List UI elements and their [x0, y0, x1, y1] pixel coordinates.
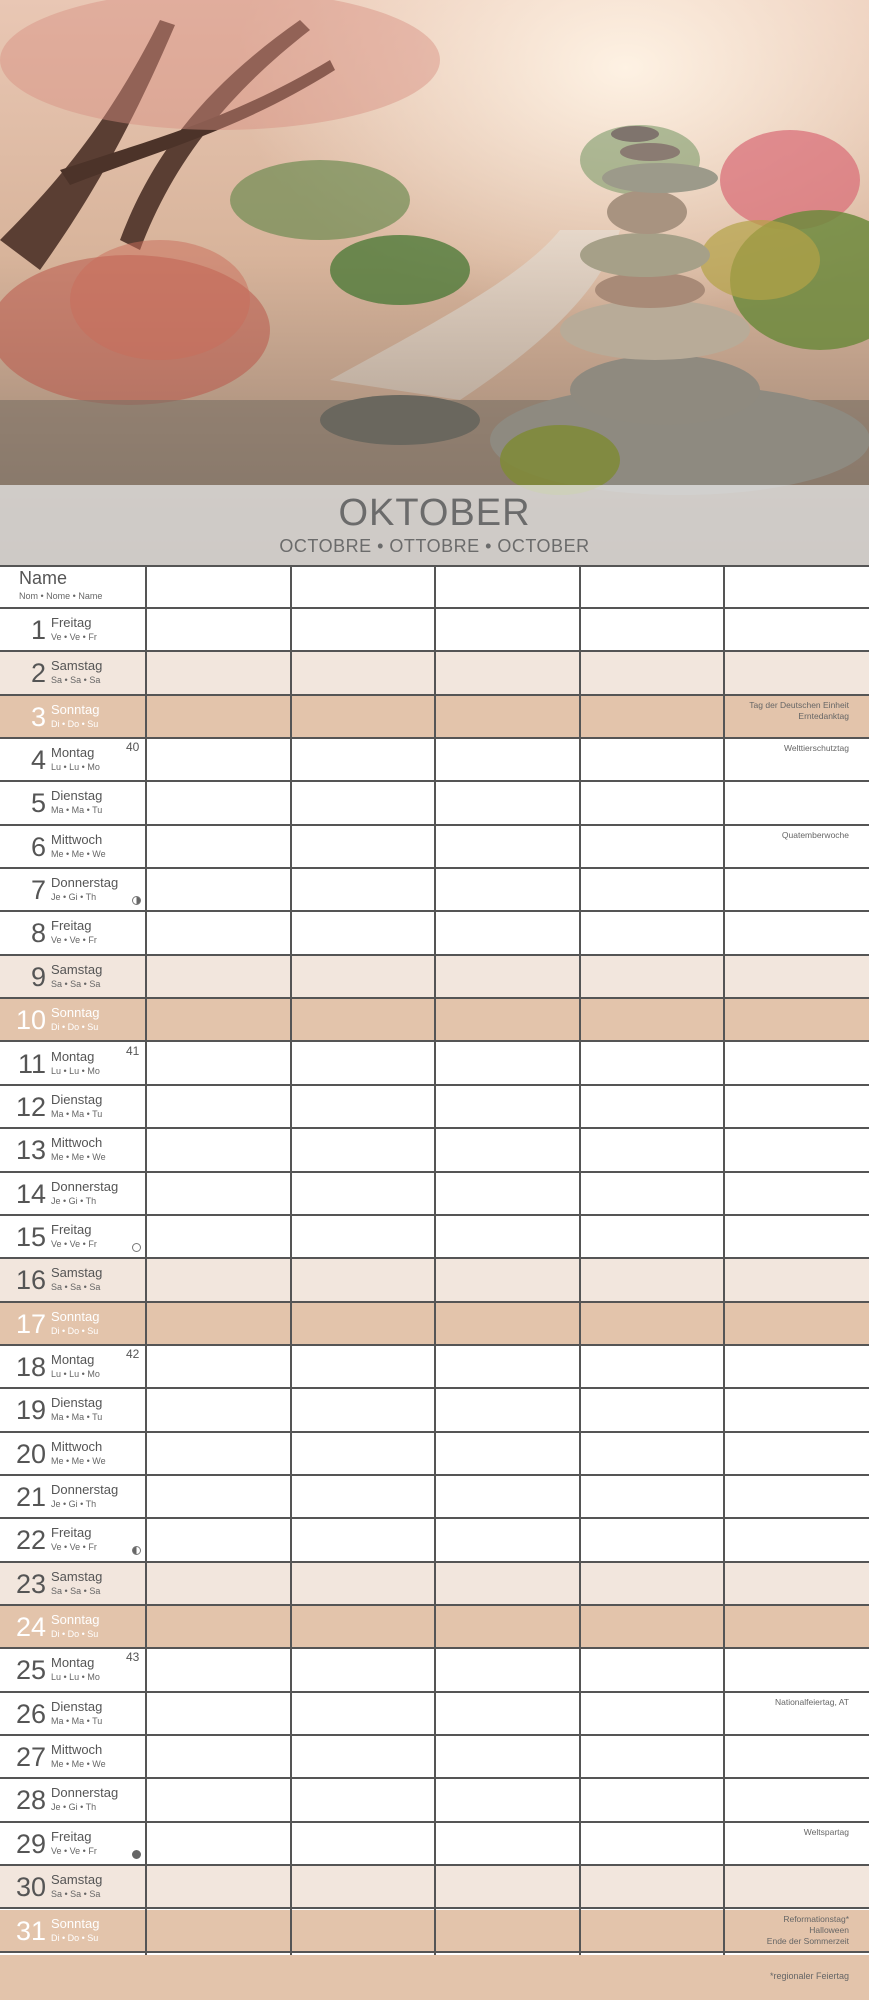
day-label-cell — [0, 869, 145, 910]
day-name: Mittwoch — [51, 1742, 103, 1758]
day-label-cell — [0, 1346, 145, 1387]
day-number: 2 — [30, 658, 46, 689]
day-label-cell — [0, 696, 145, 737]
day-name: Samstag — [51, 1872, 103, 1888]
day-name: Donnerstag — [51, 1178, 119, 1194]
day-abbreviations: Je • Gi • Th — [51, 892, 97, 903]
week-number: 40 — [126, 740, 140, 755]
footer-note: *regionaler Feiertag — [769, 1971, 849, 1981]
holiday-note — [709, 830, 849, 841]
day-name: Sonntag — [51, 1915, 100, 1931]
day-label-cell — [0, 999, 145, 1040]
day-abbreviations: Ve • Ve • Fr — [51, 1542, 97, 1553]
day-name: Freitag — [51, 1828, 92, 1844]
day-abbreviations: Sa • Sa • Sa — [51, 1282, 101, 1293]
day-number: 14 — [15, 1178, 46, 1209]
day-name: Freitag — [51, 1221, 92, 1237]
month-subtitle: OCTOBRE • OTTOBRE • OCTOBER — [279, 536, 590, 556]
holiday-note — [709, 1827, 849, 1838]
day-name: Dienstag — [51, 788, 103, 804]
day-abbreviations: Di • Do • Su — [51, 1629, 99, 1640]
header-photo — [0, 0, 869, 565]
day-number: 6 — [30, 831, 46, 862]
day-number: 5 — [30, 788, 46, 819]
day-name: Dienstag — [51, 1091, 103, 1107]
grid-top-border — [0, 565, 869, 567]
day-abbreviations: Lu • Lu • Mo — [51, 1672, 100, 1683]
day-label-cell — [0, 1736, 145, 1777]
day-name: Mittwoch — [51, 831, 103, 847]
day-label-cell — [0, 1303, 145, 1344]
holiday-note — [709, 700, 849, 722]
day-label-cell — [0, 912, 145, 953]
day-number: 16 — [15, 1265, 46, 1296]
day-number: 15 — [15, 1221, 46, 1252]
day-abbreviations: Sa • Sa • Sa — [51, 1585, 101, 1596]
name-header-label: Name — [19, 568, 68, 588]
holiday-text: Nationalfeiertag, AT — [774, 1696, 849, 1707]
column-divider — [434, 565, 436, 1955]
month-title-band — [0, 485, 869, 565]
day-name: Dienstag — [51, 1395, 103, 1411]
day-label-cell — [0, 1693, 145, 1734]
day-abbreviations: Ve • Ve • Fr — [51, 1845, 97, 1856]
day-abbreviations: Je • Gi • Th — [51, 1802, 97, 1813]
moon-phase-full-icon — [132, 1243, 141, 1252]
day-label-cell — [0, 739, 145, 780]
day-abbreviations: Ma • Ma • Tu — [51, 1715, 103, 1726]
day-label-cell — [0, 956, 145, 997]
day-abbreviations: Di • Do • Su — [51, 718, 99, 729]
holiday-note — [709, 1697, 849, 1708]
week-number: 42 — [126, 1346, 140, 1361]
day-name: Mittwoch — [51, 1135, 103, 1151]
day-label-cell — [0, 1910, 145, 1951]
day-abbreviations: Lu • Lu • Mo — [51, 1065, 100, 1076]
day-abbreviations: Me • Me • We — [51, 1759, 106, 1770]
day-label-cell — [0, 652, 145, 693]
day-abbreviations: Me • Me • We — [51, 1152, 106, 1163]
day-number: 31 — [15, 1915, 46, 1946]
day-abbreviations: Me • Me • We — [51, 1455, 106, 1466]
moon-phase-last-icon — [132, 896, 141, 905]
day-label-cell — [0, 1563, 145, 1604]
month-title: OKTOBER — [338, 492, 531, 534]
day-number: 22 — [15, 1525, 46, 1556]
day-number: 21 — [15, 1482, 46, 1512]
footer-bar — [0, 1955, 869, 2000]
day-name: Donnerstag — [51, 875, 119, 891]
day-name: Montag — [51, 1655, 95, 1671]
day-abbreviations: Sa • Sa • Sa — [51, 675, 101, 686]
day-name: Sonntag — [51, 1005, 100, 1021]
day-abbreviations: Je • Gi • Th — [51, 1195, 97, 1206]
day-number: 3 — [30, 701, 46, 732]
day-abbreviations: Sa • Sa • Sa — [51, 1889, 101, 1900]
day-abbreviations: Sa • Sa • Sa — [51, 978, 101, 989]
day-name: Montag — [51, 1048, 95, 1064]
day-label-cell — [0, 1389, 145, 1430]
day-name: Freitag — [51, 918, 92, 934]
day-label-cell — [0, 1866, 145, 1907]
day-number: 29 — [15, 1828, 46, 1859]
day-label-cell — [0, 1779, 145, 1820]
day-number: 11 — [17, 1048, 46, 1079]
day-abbreviations: Je • Gi • Th — [51, 1499, 97, 1509]
holiday-text: Quatemberwoche — [781, 829, 849, 840]
column-divider — [290, 565, 292, 1955]
day-abbreviations: Ve • Ve • Fr — [51, 1238, 97, 1249]
name-header-sub: Nom • Nome • Name — [19, 591, 103, 601]
holiday-note — [709, 1914, 849, 1947]
week-number: 41 — [126, 1043, 140, 1058]
day-label-cell — [0, 1086, 145, 1127]
day-label-cell — [0, 1259, 145, 1300]
day-number: 18 — [15, 1351, 46, 1382]
day-number: 23 — [15, 1568, 46, 1599]
column-divider — [579, 565, 581, 1955]
day-number: 9 — [30, 961, 46, 992]
day-label-cell — [0, 1433, 145, 1474]
calendar-grid — [0, 565, 869, 1955]
day-label-cell — [0, 1129, 145, 1170]
day-name: Samstag — [51, 1265, 103, 1281]
day-number: 10 — [15, 1005, 46, 1036]
holiday-text: Erntedanktag — [798, 710, 849, 721]
zen-garden-image — [0, 0, 869, 565]
day-number: 12 — [15, 1091, 46, 1122]
column-divider — [145, 565, 147, 1955]
holiday-text: Welttierschutztag — [783, 743, 849, 754]
week-number: 43 — [126, 1650, 140, 1665]
day-abbreviations: Lu • Lu • Mo — [51, 1368, 100, 1379]
day-number: 25 — [15, 1655, 46, 1686]
day-label-cell — [0, 782, 145, 823]
day-number: 13 — [15, 1135, 46, 1166]
moon-phase-new-icon — [132, 1850, 141, 1859]
moon-phase-first-icon — [132, 1546, 141, 1555]
day-number: 19 — [15, 1395, 46, 1426]
day-label-cell — [0, 1519, 145, 1560]
day-name: Sonntag — [51, 1308, 100, 1324]
day-label-cell — [0, 1216, 145, 1257]
day-number: 17 — [15, 1308, 46, 1339]
holiday-text: Ende der Sommerzeit — [766, 1935, 849, 1946]
day-abbreviations: Di • Do • Su — [51, 1932, 99, 1943]
day-number: 20 — [15, 1438, 46, 1469]
day-number: 28 — [15, 1785, 46, 1816]
day-abbreviations: Me • Me • We — [51, 848, 106, 859]
day-abbreviations: Ma • Ma • Tu — [51, 1412, 103, 1423]
day-abbreviations: Di • Do • Su — [51, 1325, 99, 1336]
day-number: 24 — [15, 1612, 46, 1643]
day-abbreviations: Ve • Ve • Fr — [51, 632, 97, 642]
day-name: Samstag — [51, 1568, 103, 1584]
day-label-cell — [0, 1649, 145, 1690]
day-label-cell — [0, 1173, 145, 1214]
day-number: 7 — [30, 875, 46, 906]
day-number: 4 — [30, 745, 46, 776]
day-number: 30 — [15, 1872, 46, 1903]
day-number: 1 — [30, 615, 46, 645]
holiday-text: Tag der Deutschen Einheit — [749, 699, 849, 710]
day-abbreviations: Ve • Ve • Fr — [51, 935, 97, 946]
day-name: Mittwoch — [51, 1438, 103, 1454]
day-abbreviations: Ma • Ma • Tu — [51, 805, 103, 816]
day-name: Sonntag — [51, 701, 100, 717]
day-label-cell — [0, 1823, 145, 1864]
day-label-cell — [0, 1043, 145, 1084]
day-name: Samstag — [51, 658, 103, 674]
column-divider — [723, 565, 725, 1955]
day-label-cell — [0, 1606, 145, 1647]
day-name: Samstag — [51, 961, 103, 977]
day-name: Freitag — [51, 615, 92, 630]
day-number: 27 — [15, 1742, 46, 1773]
day-label-cell — [0, 826, 145, 867]
day-name: Dienstag — [51, 1698, 103, 1714]
day-number: 26 — [15, 1698, 46, 1729]
day-label-cell — [0, 609, 145, 650]
day-abbreviations: Lu • Lu • Mo — [51, 762, 100, 773]
holiday-text: Halloween — [809, 1924, 849, 1935]
day-number: 8 — [30, 918, 46, 949]
day-label-cell — [0, 1476, 145, 1517]
day-abbreviations: Ma • Ma • Tu — [51, 1108, 103, 1119]
day-name: Donnerstag — [51, 1785, 119, 1801]
day-name: Montag — [51, 745, 95, 761]
day-abbreviations: Di • Do • Su — [51, 1022, 99, 1033]
holiday-text: Reformationstag* — [783, 1913, 849, 1924]
day-name: Montag — [51, 1351, 95, 1367]
day-name: Donnerstag — [51, 1482, 119, 1497]
day-name: Sonntag — [51, 1612, 100, 1628]
holiday-note — [709, 743, 849, 754]
day-name: Freitag — [51, 1525, 92, 1541]
holiday-text: Weltspartag — [803, 1826, 849, 1837]
